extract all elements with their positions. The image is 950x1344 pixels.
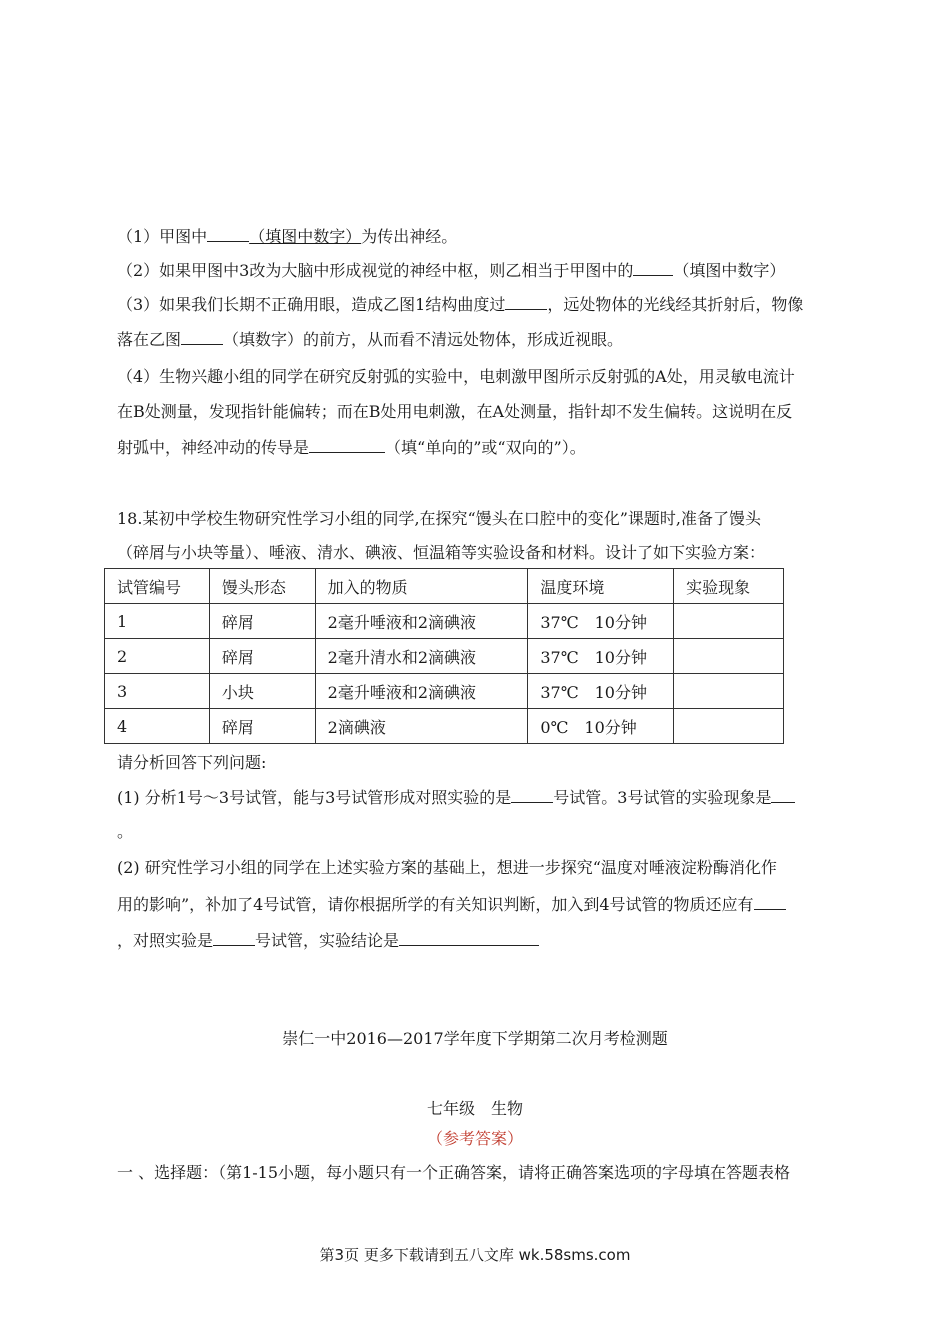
- q18-ask: 请分析回答下列问题:: [117, 753, 267, 772]
- table-cell: 0℃ 10分钟: [528, 709, 674, 744]
- experiment-table: [104, 568, 784, 744]
- q17-p3-text-b: ，远处物体的光线经其折射后，物像: [547, 295, 804, 314]
- q18-s1-text: (1) 分析1号～3号试管，能与3号试管形成对照实验的是: [117, 788, 512, 807]
- table-cell: 37℃ 10分钟: [528, 604, 674, 639]
- q17-p4-text: 射弧中，神经冲动的传导是: [117, 438, 310, 457]
- table-row: [105, 639, 784, 674]
- blank: [309, 438, 385, 453]
- q17-part1: [117, 226, 457, 248]
- blank: [181, 330, 223, 345]
- table-cell: 碎屑: [209, 604, 315, 639]
- blank: [771, 788, 795, 803]
- q17-p3-text-d: （填数字）的前方，从而看不清远处物体，形成近视眼。: [223, 330, 624, 349]
- q18-s1-text-b: 号试管。3号试管的实验现象是: [553, 788, 772, 807]
- table-cell: 3: [105, 674, 210, 709]
- blank: [633, 261, 673, 276]
- table-cell: 2毫升清水和2滴碘液: [315, 639, 528, 674]
- q17-part4-line3: [117, 437, 586, 459]
- blank: [213, 931, 255, 946]
- table-cell: 37℃ 10分钟: [528, 639, 674, 674]
- table-cell: [674, 674, 784, 709]
- q18-intro-line1: 18.某初中学校生物研究性学习小组的同学,在探究“馒头在口腔中的变化”课题时,准备了馒头: [117, 509, 761, 528]
- table-cell: 碎屑: [209, 639, 315, 674]
- q18-s2-text: 用的影响”，补加了4号试管，请你根据所学的有关知识判断，加入到4号试管的物质还应有: [117, 895, 754, 914]
- q17-p1-text: （1）甲图中: [117, 227, 208, 246]
- table-cell: 2毫升唾液和2滴碘液: [315, 604, 528, 639]
- table-row: [105, 674, 784, 709]
- table-header-row: [105, 569, 784, 604]
- q17-part2: [117, 260, 785, 282]
- q17-part4-line1: （4）生物兴趣小组的同学在研究反射弧的实验中，电刺激甲图所示反射弧的A处，用灵敏电流计: [117, 367, 795, 386]
- q17-p2-hint: （填图中数字）: [673, 261, 786, 280]
- q17-p3-text: （3）如果我们长期不正确用眼，造成乙图1结构曲度过: [117, 295, 506, 314]
- blank: [505, 295, 547, 310]
- table-cell: 2: [105, 639, 210, 674]
- table-header-cell: 加入的物质: [315, 569, 528, 604]
- q17-p4-hint: （填“单向的”或“双向的”）。: [385, 438, 586, 457]
- q17-part3-line2: [117, 329, 623, 351]
- q18-sub1-line2: 。: [117, 822, 134, 841]
- table-header-cell: 馒头形态: [209, 569, 315, 604]
- q17-p1-end: 为传出神经。: [361, 227, 458, 246]
- table-header-cell: 实验现象: [674, 569, 784, 604]
- table-cell: 37℃ 10分钟: [528, 674, 674, 709]
- q17-p3-text-c: 落在乙图: [117, 330, 182, 349]
- table-header-cell: 温度环境: [528, 569, 674, 604]
- reference-answer-label: （参考答案）: [426, 1129, 523, 1148]
- table-cell: [674, 604, 784, 639]
- blank: [754, 895, 786, 910]
- blank: [511, 788, 553, 803]
- blank: [399, 931, 539, 946]
- table-row: [105, 709, 784, 744]
- q17-part4-line2: 在B处测量，发现指针能偏转；而在B处用电刺激，在A处测量，指针却不发生偏转。这说明在反: [117, 402, 793, 421]
- table-cell: 2滴碘液: [315, 709, 528, 744]
- table-cell: 碎屑: [209, 709, 315, 744]
- q18-sub2-line1: (2) 研究性学习小组的同学在上述实验方案的基础上，想进一步探究“温度对唾液淀粉酶消化作: [117, 858, 777, 877]
- q17-p1-hint: （填图中数字）: [249, 227, 362, 246]
- school-title: 崇仁一中2016—2017学年度下学期第二次月考检测题: [282, 1029, 668, 1048]
- q17-part3-line1: [117, 294, 803, 316]
- q18-sub2-line3: [117, 930, 539, 952]
- q18-sub1-line1: [117, 787, 795, 809]
- table-cell: 小块: [209, 674, 315, 709]
- table-cell: [674, 639, 784, 674]
- table-cell: 2毫升唾液和2滴碘液: [315, 674, 528, 709]
- table-cell: [674, 709, 784, 744]
- table-header-cell: 试管编号: [105, 569, 210, 604]
- grade-subject: 七年级 生物: [426, 1099, 523, 1118]
- q18-s2-text-d: 号试管，实验结论是: [255, 931, 400, 950]
- q18-intro-line2: （碎屑与小块等量）、唾液、清水、碘液、恒温箱等实验设备和材料。设计了如下实验方案：: [117, 543, 766, 562]
- blank: [207, 227, 249, 242]
- table-cell: 1: [105, 604, 210, 639]
- table-cell: 4: [105, 709, 210, 744]
- q18-sub2-line2: [117, 894, 786, 916]
- table-row: [105, 604, 784, 639]
- q18-s2-text-c: ，对照实验是: [117, 931, 214, 950]
- page-footer: 第3页 更多下载请到五八文库 wk.58sms.com: [319, 1246, 631, 1264]
- section1-heading: 一 、选择题：（第1-15小题，每小题只有一个正确答案，请将正确答案选项的字母填在答题表格: [117, 1163, 791, 1182]
- q17-p2-text: （2）如果甲图中3改为大脑中形成视觉的神经中枢，则乙相当于甲图中的: [117, 261, 634, 280]
